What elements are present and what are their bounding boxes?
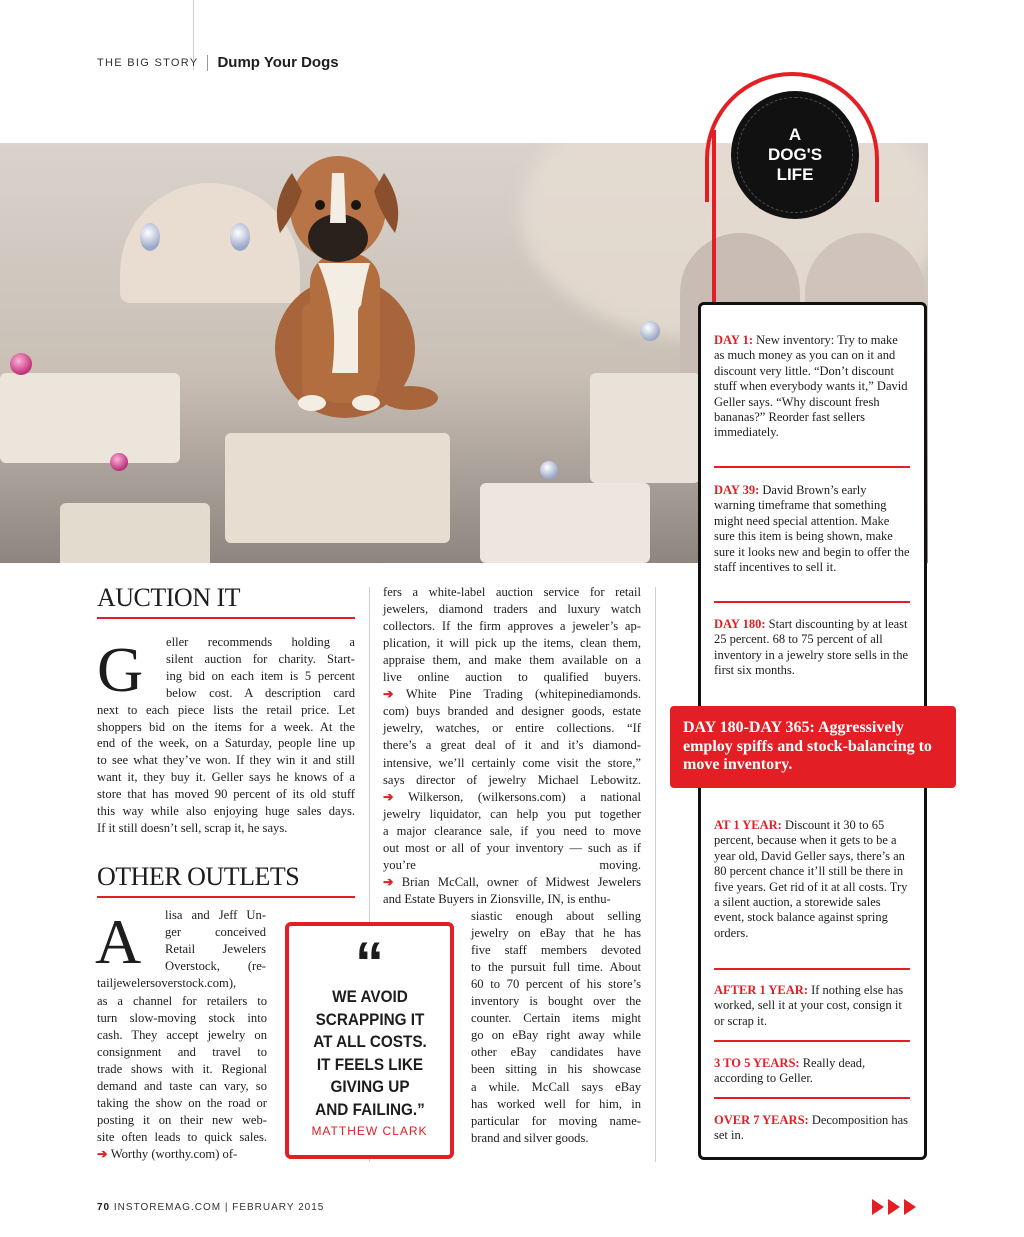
- body-text: to the pursuit full time. About: [471, 960, 641, 975]
- arrow-icon: ➔: [383, 789, 409, 804]
- body-text: Brian McCall, owner of Midwest Jewelers: [401, 874, 642, 889]
- jewelry-case: [590, 373, 700, 483]
- body-text: taking the show on the road or: [97, 1096, 267, 1111]
- body-text: particular for moving name-: [471, 1113, 641, 1128]
- body-text: com) buys branded and designer goods, estate: [383, 704, 641, 719]
- story-title: Dump Your Dogs: [217, 54, 339, 71]
- body-text-line: [383, 652, 641, 669]
- body-text-line: [471, 976, 641, 993]
- timeline-entry-3-to-5-years: [714, 1056, 910, 1087]
- body-text-line: [383, 720, 641, 737]
- next-arrow-icon: [888, 1199, 900, 1215]
- earring-stone: [140, 223, 160, 251]
- jewelry-case: [225, 433, 450, 543]
- body-text: there’s a great deal of it and it’s diamond-: [383, 738, 641, 753]
- body-text-line: [97, 1112, 267, 1129]
- body-text-line: [383, 806, 641, 823]
- body-text-line: [383, 635, 641, 652]
- body-text-line: [383, 789, 641, 806]
- body-text: counter. Certain items might: [471, 1011, 641, 1026]
- timeline-text: Really dead, according to Geller.: [714, 1056, 866, 1086]
- heading-rule: [97, 617, 355, 619]
- body-text-line: [166, 685, 355, 702]
- body-text-line: [383, 601, 641, 618]
- ring-stone: [640, 321, 660, 341]
- body-text: says director of jewelry Michael Lebowitz.: [383, 772, 641, 787]
- body-text-line: [97, 1027, 267, 1044]
- dogs-life-badge: [731, 91, 859, 219]
- body-text-line: [383, 703, 641, 720]
- body-text: jewelers, diamond traders and luxury watch: [383, 602, 641, 617]
- timeline-label: 3 TO 5 YEARS:: [714, 1056, 800, 1070]
- jewelry-case: [60, 503, 210, 563]
- body-text-line: [97, 769, 355, 786]
- body-text: consignment and travel to: [97, 1044, 267, 1059]
- body-text: turn slow-moving stock into: [97, 1010, 267, 1025]
- body-text-line: [471, 1044, 641, 1061]
- body-text-line: [383, 823, 641, 840]
- footer-date: | FEBRUARY 2015: [224, 1202, 325, 1213]
- body-text: Retail Jewelers: [165, 942, 266, 957]
- body-text: Wilkerson, (wilkersons.com) a national: [408, 789, 641, 804]
- body-text: below cost. A description card: [166, 685, 355, 700]
- outlets-dropcap: A: [95, 906, 142, 977]
- body-text: jewelry, watches, or entire collections. “If: [383, 721, 641, 736]
- timeline-entry-after-1-year: [714, 983, 910, 1029]
- timeline-text: Start discounting by at least 25 percent. 68 to 75 percent of all inventory in a jewelry store sells in the first six months.: [714, 617, 909, 678]
- badge-text: A DOG'S LIFE: [767, 125, 823, 184]
- badge-ring: [737, 97, 853, 213]
- jewelry-case: [480, 483, 650, 563]
- section-label: THE BIG STORY: [97, 56, 199, 69]
- quote-author: MATTHEW CLARK: [311, 1124, 428, 1138]
- body-text-line: [471, 942, 641, 959]
- timeline-label: AT 1 YEAR:: [714, 818, 782, 832]
- timeline-entry-day-1: [714, 333, 910, 441]
- body-text: this way while also enjoying huge sales days.: [97, 804, 355, 818]
- body-text: White Pine Trading (whitepinediamonds.: [405, 687, 642, 702]
- timeline-label: DAY 39:: [714, 483, 760, 497]
- quote-mark-icon: “: [355, 931, 384, 996]
- body-text-line: [471, 1079, 641, 1096]
- timeline-highlight-day-180-365: [670, 706, 956, 788]
- body-text: store that has moved 90 percent of its old stuff: [97, 787, 355, 802]
- timeline-rule: [714, 1040, 910, 1042]
- body-text-line: [383, 669, 641, 686]
- body-text-line: [471, 925, 641, 942]
- body-text: collectors. If the firm approves a jeweler’s ap-: [383, 619, 641, 634]
- body-text: go on eBay right away while: [471, 1028, 641, 1043]
- body-text: next to each piece lists the retail price. Let: [97, 702, 355, 717]
- body-text-line: [471, 1130, 641, 1147]
- body-text: Worthy (worthy.com) of-: [110, 1147, 238, 1162]
- page-header: [97, 54, 339, 71]
- timeline-rule: [714, 601, 910, 603]
- body-text-line: [471, 993, 641, 1010]
- auction-dropcap: G: [97, 634, 144, 705]
- body-text: silent auction for charity. Start-: [166, 651, 355, 666]
- body-text: five staff members devoted: [471, 943, 641, 958]
- body-text: a major clearance sale, if you need to move: [383, 823, 641, 838]
- body-text: ger conceived: [165, 925, 266, 940]
- body-text-line: [97, 786, 355, 803]
- body-text-line: [383, 737, 641, 754]
- body-text: appraise them, and make them available on a: [383, 653, 641, 668]
- body-text-line: [165, 958, 266, 975]
- timeline-entry-at-1-year: [714, 818, 910, 941]
- body-text-line: [97, 1061, 267, 1078]
- ring-stone: [10, 353, 32, 375]
- body-text-line: [383, 772, 641, 789]
- body-text-line: [165, 924, 266, 941]
- body-text: posting it on their new web-: [97, 1113, 267, 1128]
- body-text-line: [166, 668, 355, 685]
- body-text: brand and silver goods.: [471, 1130, 589, 1145]
- body-text-line: [97, 1129, 267, 1146]
- timeline-rule: [714, 1097, 910, 1099]
- body-text-line: [97, 719, 355, 736]
- body-text: intensive, we’ll certainly come visit the store,”: [383, 755, 641, 770]
- timeline-label: AFTER 1 YEAR:: [714, 983, 808, 997]
- body-text-line: [383, 857, 641, 874]
- body-text-line: [383, 891, 641, 908]
- column-divider: [655, 587, 656, 1162]
- body-text-line: [97, 1095, 267, 1112]
- body-text: end of the week, on a Saturday, people line up: [97, 736, 355, 751]
- body-text: has worked well for him, in: [471, 1096, 641, 1111]
- body-text: want it, they buy it. Geller says he knows of a: [97, 770, 355, 785]
- body-text: eller recommends holding a: [166, 635, 355, 649]
- body-text: lisa and Jeff Un-: [165, 908, 266, 922]
- jewelry-case: [0, 373, 180, 463]
- body-text-line: [97, 702, 355, 719]
- body-text-line: [97, 1146, 267, 1163]
- body-text-line: [97, 820, 355, 837]
- body-text: shoppers bid on the items for a week. At the: [97, 719, 355, 734]
- body-text: Overstock, (re-: [165, 959, 266, 974]
- page-footer: [97, 1202, 324, 1213]
- timeline-entry-over-7-years: [714, 1113, 910, 1144]
- timeline-text: New inventory: Try to make as much money as you can on it and discount very little. “Don’t discount stuff when everybody wants it,” David Geller says. “Why discount fresh bananas?” Reorder fast sellers immediately.: [714, 333, 908, 440]
- next-arrows-icon: [872, 1199, 916, 1215]
- body-text: tailjewelersoverstock.com),: [97, 976, 237, 991]
- footer-site: INSTOREMAG.COM: [113, 1202, 222, 1213]
- body-text-line: [471, 1061, 641, 1078]
- next-arrow-icon: [872, 1199, 884, 1215]
- timeline-label: DAY 1:: [714, 333, 754, 347]
- body-text-line: [383, 584, 641, 601]
- body-text-line: [471, 1096, 641, 1113]
- body-text: demand and taste can vary, so: [97, 1079, 267, 1093]
- timeline-label: DAY 180:: [714, 617, 766, 631]
- arrow-icon: ➔: [97, 1147, 111, 1162]
- header-divider: [207, 55, 208, 71]
- body-text: jewelry liquidator, can help you put together: [383, 806, 641, 821]
- body-text: 60 to 70 percent of his store’s: [471, 977, 641, 992]
- ring-stone: [110, 453, 128, 471]
- highlight-text: Aggressively employ spiffs and stock-balancing to move inventory.: [683, 719, 932, 773]
- body-text-line: [166, 651, 355, 668]
- body-text: jewelry on eBay that he has: [471, 926, 641, 941]
- timeline-stem: [712, 130, 716, 318]
- body-text-line: [471, 959, 641, 976]
- body-text: If it still doesn’t sell, scrap it, he says.: [97, 820, 288, 835]
- timeline-rule: [714, 466, 910, 468]
- quote-text: WE AVOID SCRAPPING IT AT ALL COSTS. IT FEELS LIKE GIVING UP AND FAILING.”: [313, 987, 427, 1119]
- body-text-line: [97, 735, 355, 752]
- body-text-line: [383, 840, 641, 857]
- body-text: fers a white-label auction service for retail: [383, 585, 641, 599]
- body-text-line: [383, 618, 641, 635]
- outlets-heading: OTHER OUTLETS: [97, 862, 300, 891]
- body-text-line: [383, 874, 641, 891]
- body-text-line: [383, 755, 641, 772]
- highlight-label: DAY 180-DAY 365:: [683, 719, 815, 736]
- next-arrow-icon: [904, 1199, 916, 1215]
- body-text: cash. They accept jewelry on: [97, 1027, 267, 1042]
- body-text: plication, it will pick up the items, clean them,: [383, 636, 641, 651]
- body-text: as a channel for retailers to: [97, 993, 267, 1008]
- arrow-icon: ➔: [383, 687, 406, 702]
- body-text-line: [471, 1010, 641, 1027]
- auction-heading: AUCTION IT: [97, 583, 241, 612]
- arrow-icon: ➔: [383, 874, 402, 889]
- body-text-line: [383, 686, 641, 703]
- body-text: other eBay candidates have: [471, 1045, 641, 1060]
- body-text: and Estate Buyers in Zionsville, IN, is enthu-: [383, 891, 611, 906]
- boxer-dog: [240, 143, 470, 443]
- timeline-rule: [714, 968, 910, 970]
- body-text-line: [97, 752, 355, 769]
- body-text-line: [165, 907, 266, 924]
- timeline-entry-day-180: [714, 617, 910, 679]
- body-text-line: [471, 908, 641, 925]
- body-text: been sitting in his showcase: [471, 1062, 641, 1077]
- body-text: site often leads to quick sales.: [97, 1130, 267, 1145]
- body-text-line: [97, 803, 355, 820]
- body-text: ing bid on each item is 5 percent: [166, 668, 355, 683]
- body-text: siastic enough about selling: [471, 909, 641, 923]
- body-text-line: [166, 634, 355, 651]
- body-text-line: [97, 1010, 267, 1027]
- body-text: out most or all of your inventory — such as if: [383, 840, 641, 855]
- body-text: you’re moving.: [383, 857, 641, 872]
- body-text-line: [97, 975, 267, 992]
- body-text-line: [97, 1078, 267, 1095]
- body-text: inventory is bought over the: [471, 994, 641, 1009]
- body-text-line: [165, 941, 266, 958]
- timeline-entry-day-39: [714, 483, 910, 575]
- body-text-line: [97, 993, 267, 1010]
- timeline-label: OVER 7 YEARS:: [714, 1113, 809, 1127]
- body-text: a while. McCall says eBay: [471, 1079, 641, 1094]
- body-text: to see what they’ve won. If they win it and still: [97, 753, 355, 768]
- pull-quote: [285, 922, 454, 1159]
- body-text: trade shows with it. Regional: [97, 1061, 267, 1076]
- timeline-text: If nothing else has worked, sell it at your cost, consign it or scrap it.: [714, 983, 904, 1028]
- ring-stone: [540, 461, 558, 479]
- timeline-text: Decomposition has set in.: [714, 1113, 908, 1143]
- heading-rule: [97, 896, 355, 898]
- timeline-text: David Brown’s early warning timeframe that something might need special attention. Make sure this item is being shown, make sure it looks new and begin to offer the staff incentives to sell it.: [714, 483, 910, 575]
- body-text-line: [471, 1113, 641, 1130]
- body-text-line: [471, 1027, 641, 1044]
- timeline-text: Discount it 30 to 65 percent, because when it gets to be a year old, David Geller says, there’s an 80 percent chance it’ll still be there in five years. Get rid of it at all costs. Try a silent auction, a storewide sales event, stock balance against spring orders.: [714, 818, 908, 940]
- page-number: 70: [97, 1202, 111, 1213]
- body-text: live online auction to qualified buyers.: [383, 670, 641, 685]
- body-text-line: [97, 1044, 267, 1061]
